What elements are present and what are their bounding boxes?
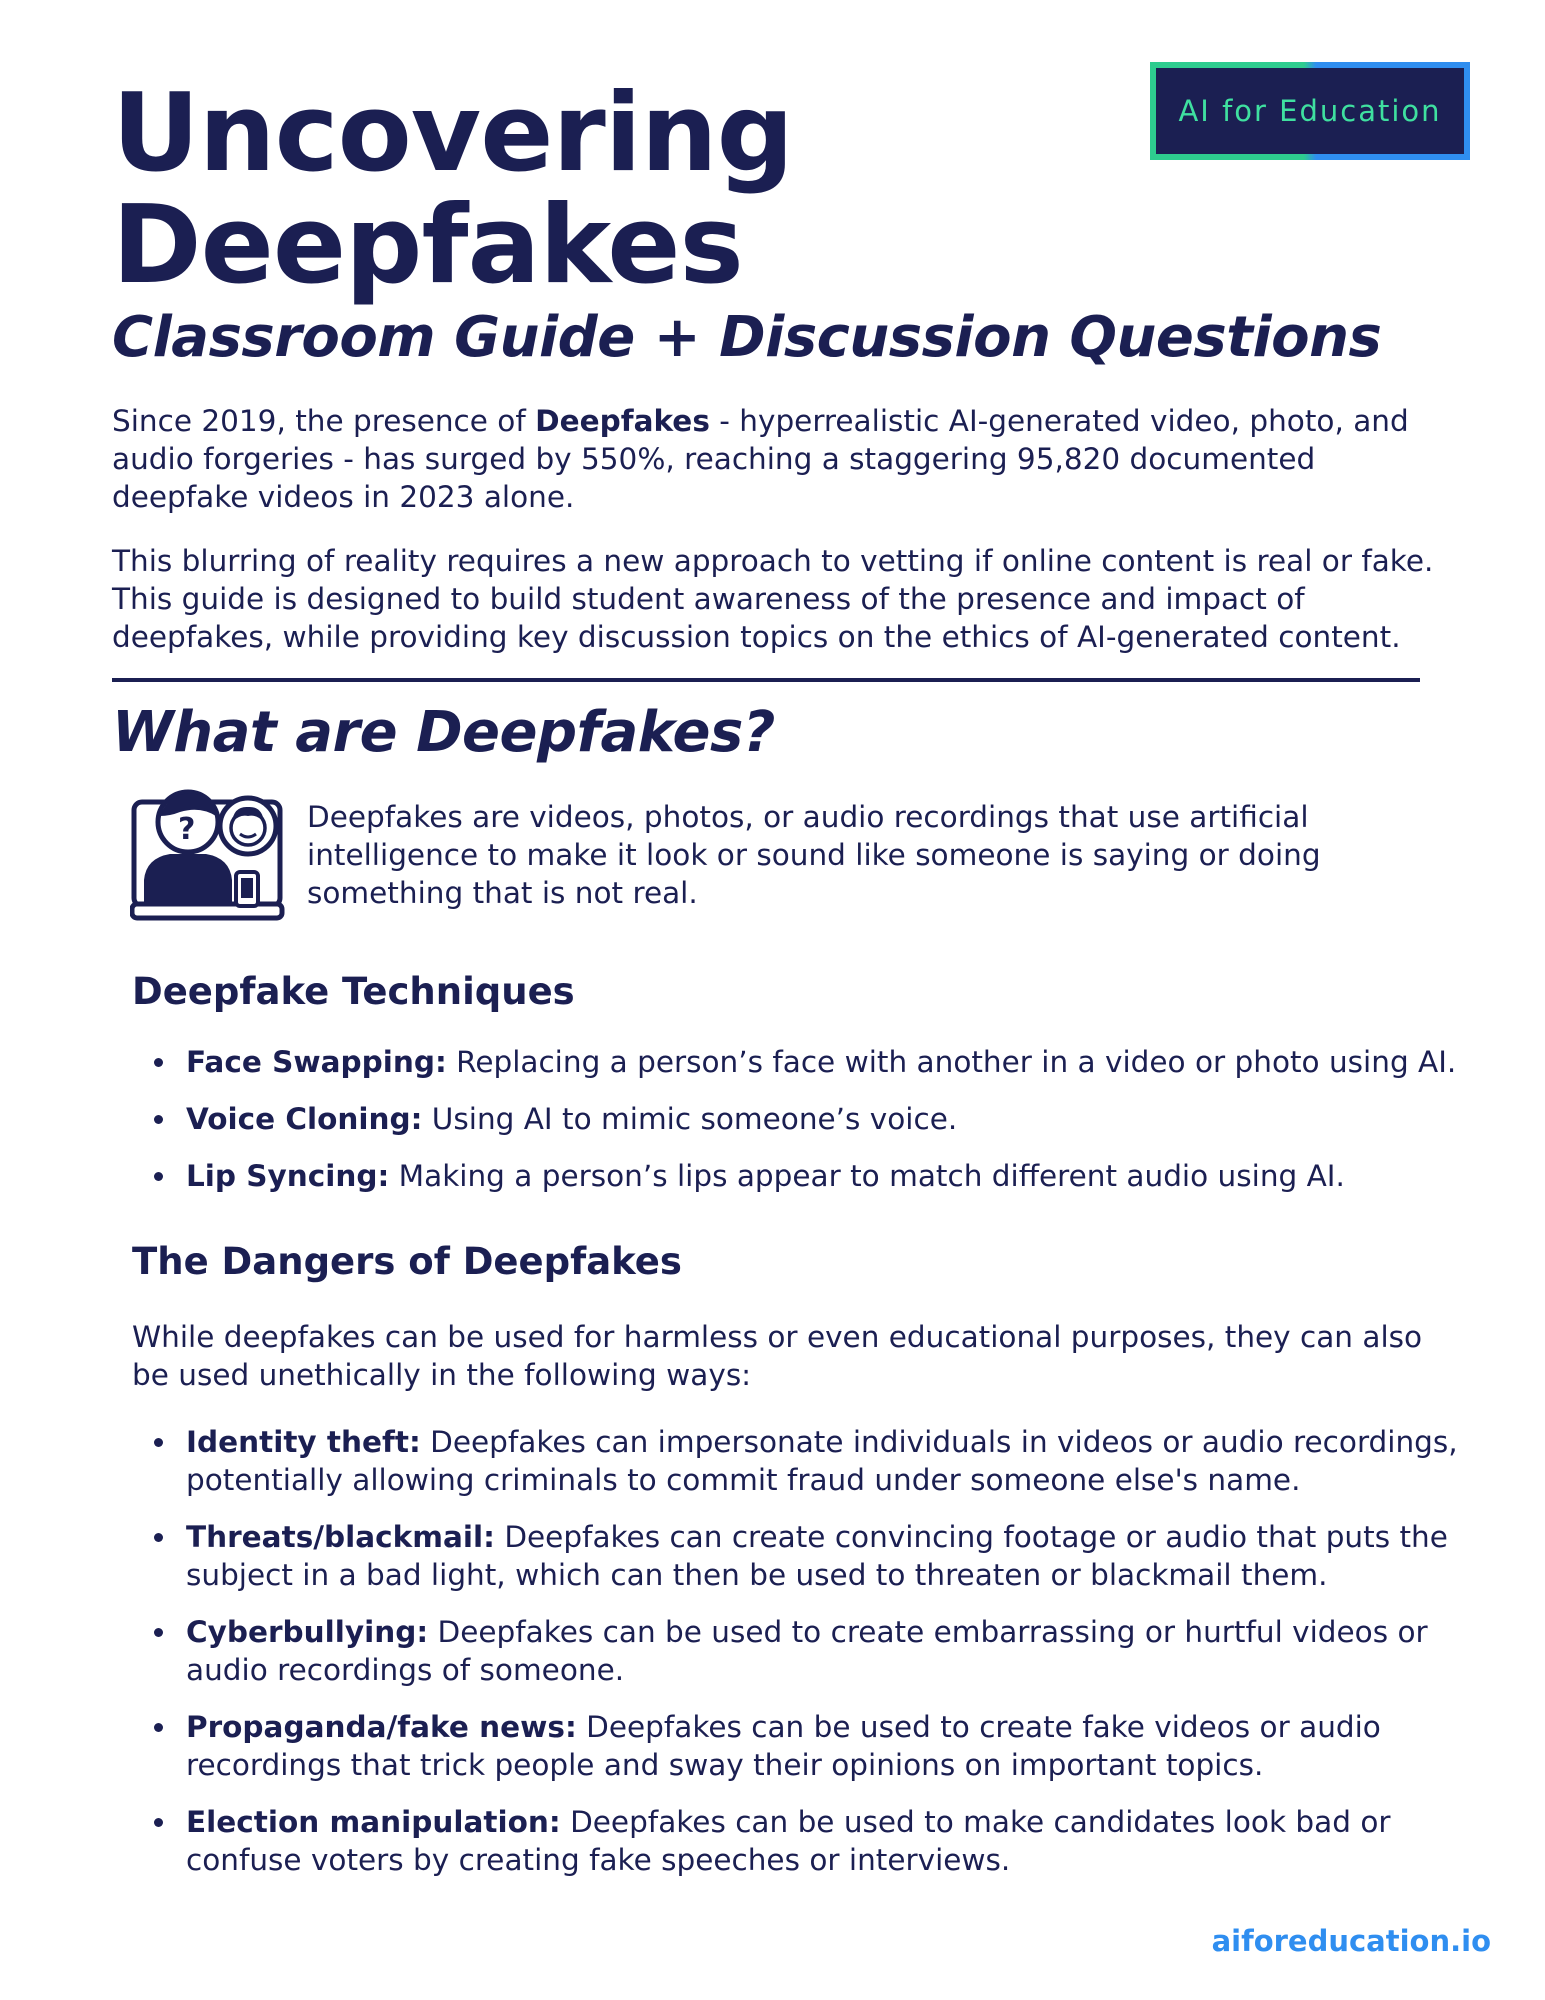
list-item-text: Deepfakes can be used to create fake videos or audio recordings that trick people and sway their opinions on important topics. [186,1710,1381,1782]
deepfake-definition: Deepfakes are videos, photos, or audio recordings that use artificial intelligence to make it look or sound like someone is saying or doing something that is not real. [307,800,1321,910]
deepfake-face-swap-icon [130,776,290,936]
brand-badge [1150,62,1470,160]
list-item-text: Making a person’s lips appear to match different audio using AI. [389,1159,1345,1193]
title-line-2: Deepfakes [112,183,743,308]
techniques-heading: Deepfake Techniques [132,970,575,1013]
list-item-text: Deepfakes can be used to create embarrassing or hurtful videos or audio recordings of someone. [186,1615,1428,1687]
list-item [148,1708,1468,1784]
title-line-1: Uncovering [112,71,793,196]
list-item-text: Replacing a person’s face with another in a video or photo using AI. [446,1045,1457,1079]
list-item-term: Threats/blackmail: [186,1520,495,1554]
intro-paragraph-1 [112,402,1452,516]
brand-badge-label: AI for Education [1178,94,1442,128]
list-item [148,1100,1468,1138]
intro-p1-pre: Since 2019, the presence of [112,404,536,438]
website-link[interactable]: aiforeducation.io [1211,1924,1491,1958]
list-item-text: Using AI to mimic someone’s voice. [422,1102,958,1136]
dangers-intro: While deepfakes can be used for harmless or even educational purposes, they can also be used unethically in the following ways: [132,1320,1423,1392]
list-item-term: Lip Syncing: [186,1159,390,1193]
intro-paragraph-2: This blurring of reality requires a new approach to vetting if online content is real or fake. This guide is designed to build student awareness of the presence and impact of deepfakes, while providing key discussion topics on the ethics of AI-generated content. [112,544,1434,654]
what-are-heading: What are Deepfakes? [112,700,775,765]
dangers-heading: The Dangers of Deepfakes [132,1240,682,1283]
list-item [148,1423,1468,1499]
list-item-term: Propaganda/fake news: [186,1710,577,1744]
page-title [112,71,793,308]
page-subtitle: Classroom Guide + Discussion Questions [112,305,1382,370]
list-item-text: Deepfakes can impersonate individuals in videos or audio recordings, potentially allowing criminals to commit fraud under someone else's name. [186,1425,1458,1497]
list-item-term: Voice Cloning: [186,1102,423,1136]
list-item-term: Election manipulation: [186,1805,561,1839]
intro-p1-bold: Deepfakes [535,404,710,438]
list-item-term: Identity theft: [186,1425,421,1459]
list-item [148,1613,1468,1689]
list-item [148,1803,1468,1879]
list-item [148,1043,1468,1081]
list-item-term: Cyberbullying: [186,1615,429,1649]
list-item-text: Deepfakes can create convincing footage or audio that puts the subject in a bad light, which can then be used to threaten or blackmail them. [186,1520,1448,1592]
list-item-term: Face Swapping: [186,1045,447,1079]
list-item [148,1157,1468,1195]
techniques-list [148,1043,1468,1214]
dangers-list [148,1423,1468,1898]
intro-p1-post: - hyperrealistic AI-generated video, photo, and audio forgeries - has surged by 550%, reaching a staggering 95,820 documented deepfake videos in 2023 alone. [112,404,1409,514]
list-item [148,1518,1468,1594]
list-item-text: Deepfakes can be used to make candidates look bad or confuse voters by creating fake speeches or interviews. [186,1805,1391,1877]
svg-text:?: ? [178,812,196,847]
section-divider [112,678,1420,682]
